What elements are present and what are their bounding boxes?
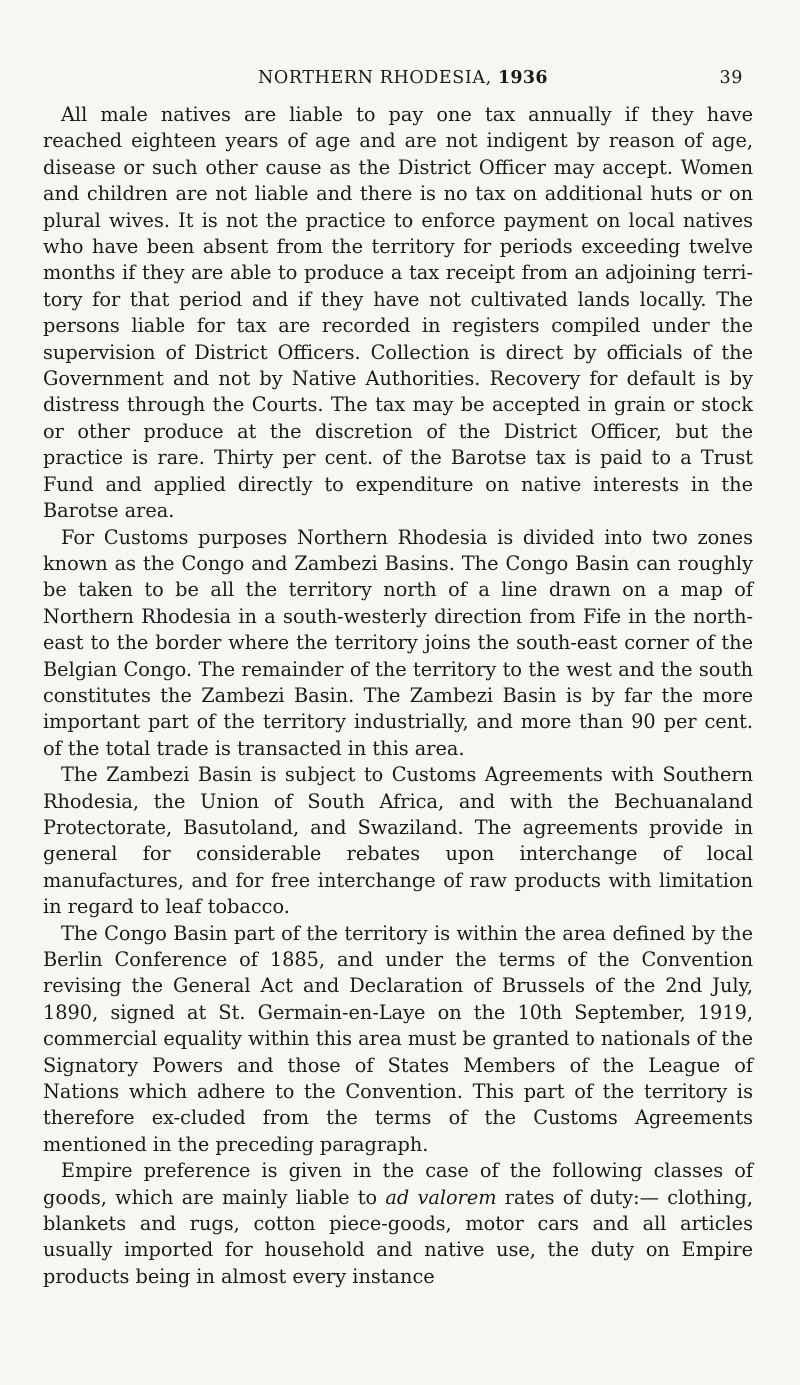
paragraph-congo-basin: The Congo Basin part of the territory is within the area defined by the Berlin Conference of 1885, and under the terms of the Convention revising the General Act and Declaration of Brussels of the 2nd July, 1890, signed at St. Germain-en-Laye on the 10th September, 1919, commercial equality within this area must be granted to nationals of the Signatory Powers and those of States Members of the League of Nations which adhere to the Convention. This part of the territory is therefore ex-cluded from the terms of the Customs Agreements mentioned in the preceding paragraph. [43, 921, 753, 1156]
paragraph-customs-zones: For Customs purposes Northern Rhodesia is divided into two zones known as the Congo and Zambezi Basins. The Congo Basin can roughly be taken to be all the territory north of a line drawn on a map of Northern Rhodesia in a south-westerly direction from Fife in the north-east to the border where the territory joins the south-east corner of the Belgian Congo. The remainder of the territory to the west and the south constitutes the Zambezi Basin. The Zambezi Basin is by far the more important part of the territory industrially, and more than 90 per cent. of the total trade is transacted in this area. [43, 525, 753, 760]
running-title-text: NORTHERN RHODESIA, [258, 68, 492, 88]
page-number: 39 [719, 68, 743, 88]
document-page [43, 0, 753, 1290]
paragraph-zambezi-agreements: The Zambezi Basin is subject to Customs Agreements with Southern Rhodesia, the Union of South Africa, and with the Bechuanaland Protectorate, Basutoland, and Swaziland. The agreements provide in general for considerable rebates upon interchange of local manufactures, and for free interchange of raw products with limitation in regard to leaf tobacco. [43, 763, 753, 919]
running-head [43, 68, 753, 102]
running-title-year: 1936 [497, 68, 548, 88]
paragraph-empire-preference [43, 1158, 753, 1290]
paragraph-native-tax: All male natives are liable to pay one tax annually if they have reached eighteen years of age and are not indigent by reason of age, disease or such other cause as the District Officer may accept. Women and children are not liable and there is no tax on additional huts or on plural wives. It is not the practice to enforce payment on local natives who have been absent from the territory for periods exceeding twelve months if they are able to produce a tax receipt from an adjoining terri-tory for that period and if they have not cultivated lands locally. The persons liable for tax are recorded in registers compiled under the supervision of District Officers. Collection is direct by officials of the Government and not by Native Authorities. Recovery for default is by distress through the Courts. The tax may be accepted in grain or stock or other produce at the discretion of the District Officer, but the practice is rare. Thirty per cent. of the Barotse tax is paid to a Trust Fund and applied directly to expenditure on native interests in the Barotse area. [43, 103, 753, 523]
empire-preference-text-end: rates of duty:— clothing, blankets and rugs, cotton piece-goods, motor cars and all articles usually imported for household and native use, the duty on Empire products being in almost every instance [43, 1185, 753, 1288]
ad-valorem-italic: ad valorem [385, 1185, 497, 1209]
empire-preference-text-start: Empire preference is given in the case of the following classes of goods, which are mainly liable to [43, 1159, 753, 1209]
body-text [43, 102, 753, 1290]
running-title [258, 68, 548, 88]
